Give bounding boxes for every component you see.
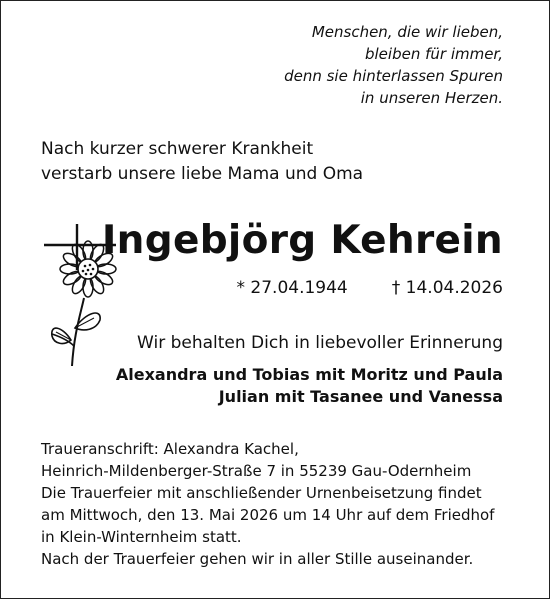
memory-line: Wir behalten Dich in liebevoller Erinnerung [137,333,503,353]
address-line: Traueranschrift: Alexandra Kachel, [41,440,299,458]
family-line: Alexandra und Tobias mit Moritz und Paula [115,365,503,384]
ceremony-line: am Mittwoch, den 13. Mai 2026 um 14 Uhr auf dem Friedhof [41,506,495,524]
family-line: Julian mit Tasanee und Vanessa [218,387,503,406]
death-date: † 14.04.2026 [391,278,503,298]
ceremony-line: in Klein-Winternheim statt. [41,528,242,546]
intro-text [41,137,363,187]
ceremony-line: Die Trauerfeier mit anschließender Urnenbeisetzung findet [41,484,482,502]
poem-line: Menschen, die wir lieben, [311,23,503,41]
deceased-name: Ingebjörg Kehrein [101,218,503,263]
poem-line: bleiben für immer, [364,45,503,63]
funeral-info [41,438,494,570]
poem-line: denn sie hinterlassen Spuren [284,67,503,85]
birth-date: * 27.04.1944 [236,278,348,298]
address-line: Heinrich-Mildenberger-Straße 7 in 55239 Gau-Odernheim [41,462,472,480]
poem-line: in unseren Herzen. [360,89,503,107]
ceremony-line: Nach der Trauerfeier gehen wir in aller Stille auseinander. [41,550,474,568]
intro-line: Nach kurzer schwerer Krankheit [41,139,314,159]
life-dates [237,277,504,299]
intro-line: verstarb unsere liebe Mama und Oma [41,164,364,184]
family-names [116,364,503,408]
poem [203,21,503,109]
